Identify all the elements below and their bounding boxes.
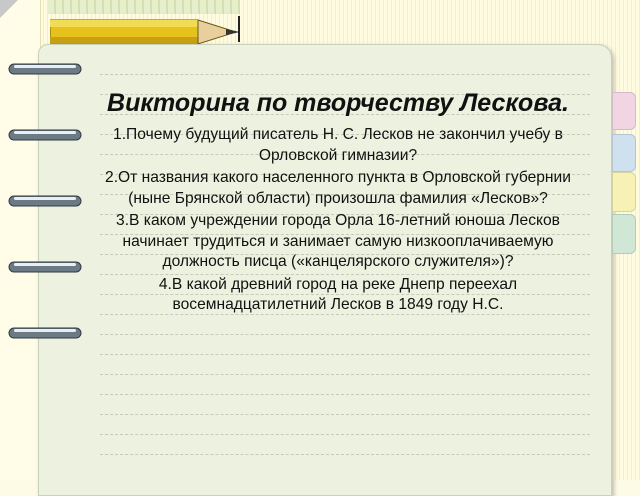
slide-content <box>88 88 588 318</box>
divider-tab-blue <box>612 134 636 172</box>
slide-title: Викторина по творчеству Лескова. <box>107 89 569 117</box>
question-4: 4.В какой древний город на реке Днепр переехал восемнадцатилетний Лесков в 1849 году Н.С. <box>158 275 518 313</box>
notebook-ring-icon <box>8 260 82 274</box>
corner-fold <box>0 0 18 18</box>
notebook-ring-icon <box>8 128 82 142</box>
question-3: 3.В каком учреждении города Орла 16-летний юноша Лесков начинает трудиться и занимает самую низкооплачиваемую должность писца («канцелярского служителя»)? <box>116 212 560 270</box>
top-decor-strip <box>48 0 240 14</box>
divider-tab-yellow <box>612 172 636 212</box>
divider-tab-green <box>612 214 636 254</box>
notebook-ring-icon <box>8 62 82 76</box>
notebook-ring-icon <box>8 326 82 340</box>
question-2: 2.От названия какого населенного пункта в Орловской губернии (ныне Брянской области) произошла фамилия «Лесков»? <box>105 169 571 207</box>
top-tick-mark <box>238 16 240 42</box>
divider-tab-pink <box>612 92 636 130</box>
question-1: 1.Почему будущий писатель Н. С. Лесков не закончил учебу в Орловской гимназии? <box>113 126 563 164</box>
notebook-ring-icon <box>8 194 82 208</box>
